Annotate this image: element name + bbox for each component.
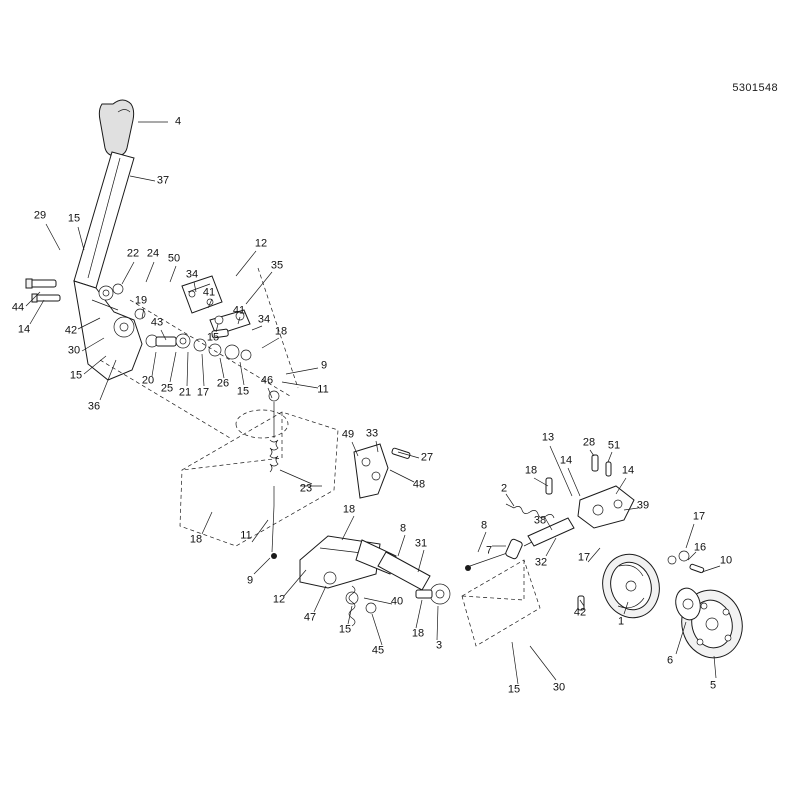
callout-43: 43 <box>150 316 164 329</box>
callout-17: 17 <box>692 510 706 523</box>
callout-41: 41 <box>232 304 246 317</box>
callout-15: 15 <box>507 683 521 696</box>
callout-35: 35 <box>270 259 284 272</box>
callout-18: 18 <box>342 503 356 516</box>
callout-15: 15 <box>338 623 352 636</box>
callout-51: 51 <box>607 439 621 452</box>
callout-8: 8 <box>480 519 488 532</box>
callout-50: 50 <box>167 252 181 265</box>
callout-1: 1 <box>617 615 625 628</box>
part-number-label: 5301548 <box>732 82 778 94</box>
callout-38: 38 <box>533 514 547 527</box>
callout-49: 49 <box>341 428 355 441</box>
callout-39: 39 <box>636 499 650 512</box>
callout-10: 10 <box>719 554 733 567</box>
callout-44: 44 <box>11 301 25 314</box>
callout-36: 36 <box>87 400 101 413</box>
callout-25: 25 <box>160 382 174 395</box>
callout-15: 15 <box>236 385 250 398</box>
mid-bracket <box>354 444 410 498</box>
callout-37: 37 <box>156 174 170 187</box>
callout-14: 14 <box>559 454 573 467</box>
callout-6: 6 <box>666 654 674 667</box>
callout-18: 18 <box>274 325 288 338</box>
callout-4: 4 <box>174 115 182 128</box>
callout-11: 11 <box>317 383 329 396</box>
callout-34: 34 <box>185 268 199 281</box>
callout-13: 13 <box>541 431 555 444</box>
callout-12: 12 <box>272 593 286 606</box>
callout-15: 15 <box>206 331 220 344</box>
callout-5: 5 <box>709 679 717 692</box>
callout-48: 48 <box>412 478 426 491</box>
callout-26: 26 <box>216 377 230 390</box>
callout-8: 8 <box>399 522 407 535</box>
callout-17: 17 <box>577 551 591 564</box>
callout-12: 12 <box>254 237 268 250</box>
callout-2: 2 <box>500 482 508 495</box>
callout-19: 19 <box>134 294 148 307</box>
callout-17: 17 <box>196 386 210 399</box>
callout-29: 29 <box>33 209 47 222</box>
callout-27: 27 <box>420 451 434 464</box>
callout-9: 9 <box>320 359 328 372</box>
callout-30: 30 <box>552 681 566 694</box>
callout-9: 9 <box>246 574 254 587</box>
callout-21: 21 <box>178 386 192 399</box>
callout-23: 23 <box>299 482 313 495</box>
callout-18: 18 <box>189 533 203 546</box>
callout-42: 42 <box>64 324 78 337</box>
callout-15: 15 <box>69 369 83 382</box>
callout-18: 18 <box>411 627 425 640</box>
callout-40: 40 <box>390 595 404 608</box>
callout-14: 14 <box>17 323 31 336</box>
callout-24: 24 <box>146 247 160 260</box>
callout-42: 42 <box>573 606 587 619</box>
chassis-outline <box>100 268 540 646</box>
callout-11: 11 <box>240 529 252 542</box>
callout-20: 20 <box>141 374 155 387</box>
callout-22: 22 <box>126 247 140 260</box>
callout-16: 16 <box>693 541 707 554</box>
callout-28: 28 <box>582 436 596 449</box>
callout-45: 45 <box>371 644 385 657</box>
callout-32: 32 <box>534 556 548 569</box>
center-pedal-assembly <box>300 536 450 626</box>
callout-30: 30 <box>67 344 81 357</box>
callout-47: 47 <box>303 611 317 624</box>
lever-handle-group <box>74 100 142 380</box>
callout-33: 33 <box>365 427 379 440</box>
rod-and-spring-left <box>269 391 279 559</box>
callout-34: 34 <box>257 313 271 326</box>
callout-18: 18 <box>524 464 538 477</box>
callout-3: 3 <box>435 639 443 652</box>
callout-7: 7 <box>485 544 493 557</box>
callout-41: 41 <box>202 286 216 299</box>
callout-31: 31 <box>414 537 428 550</box>
callout-46: 46 <box>260 374 274 387</box>
callout-14: 14 <box>621 464 635 477</box>
callout-15: 15 <box>67 212 81 225</box>
